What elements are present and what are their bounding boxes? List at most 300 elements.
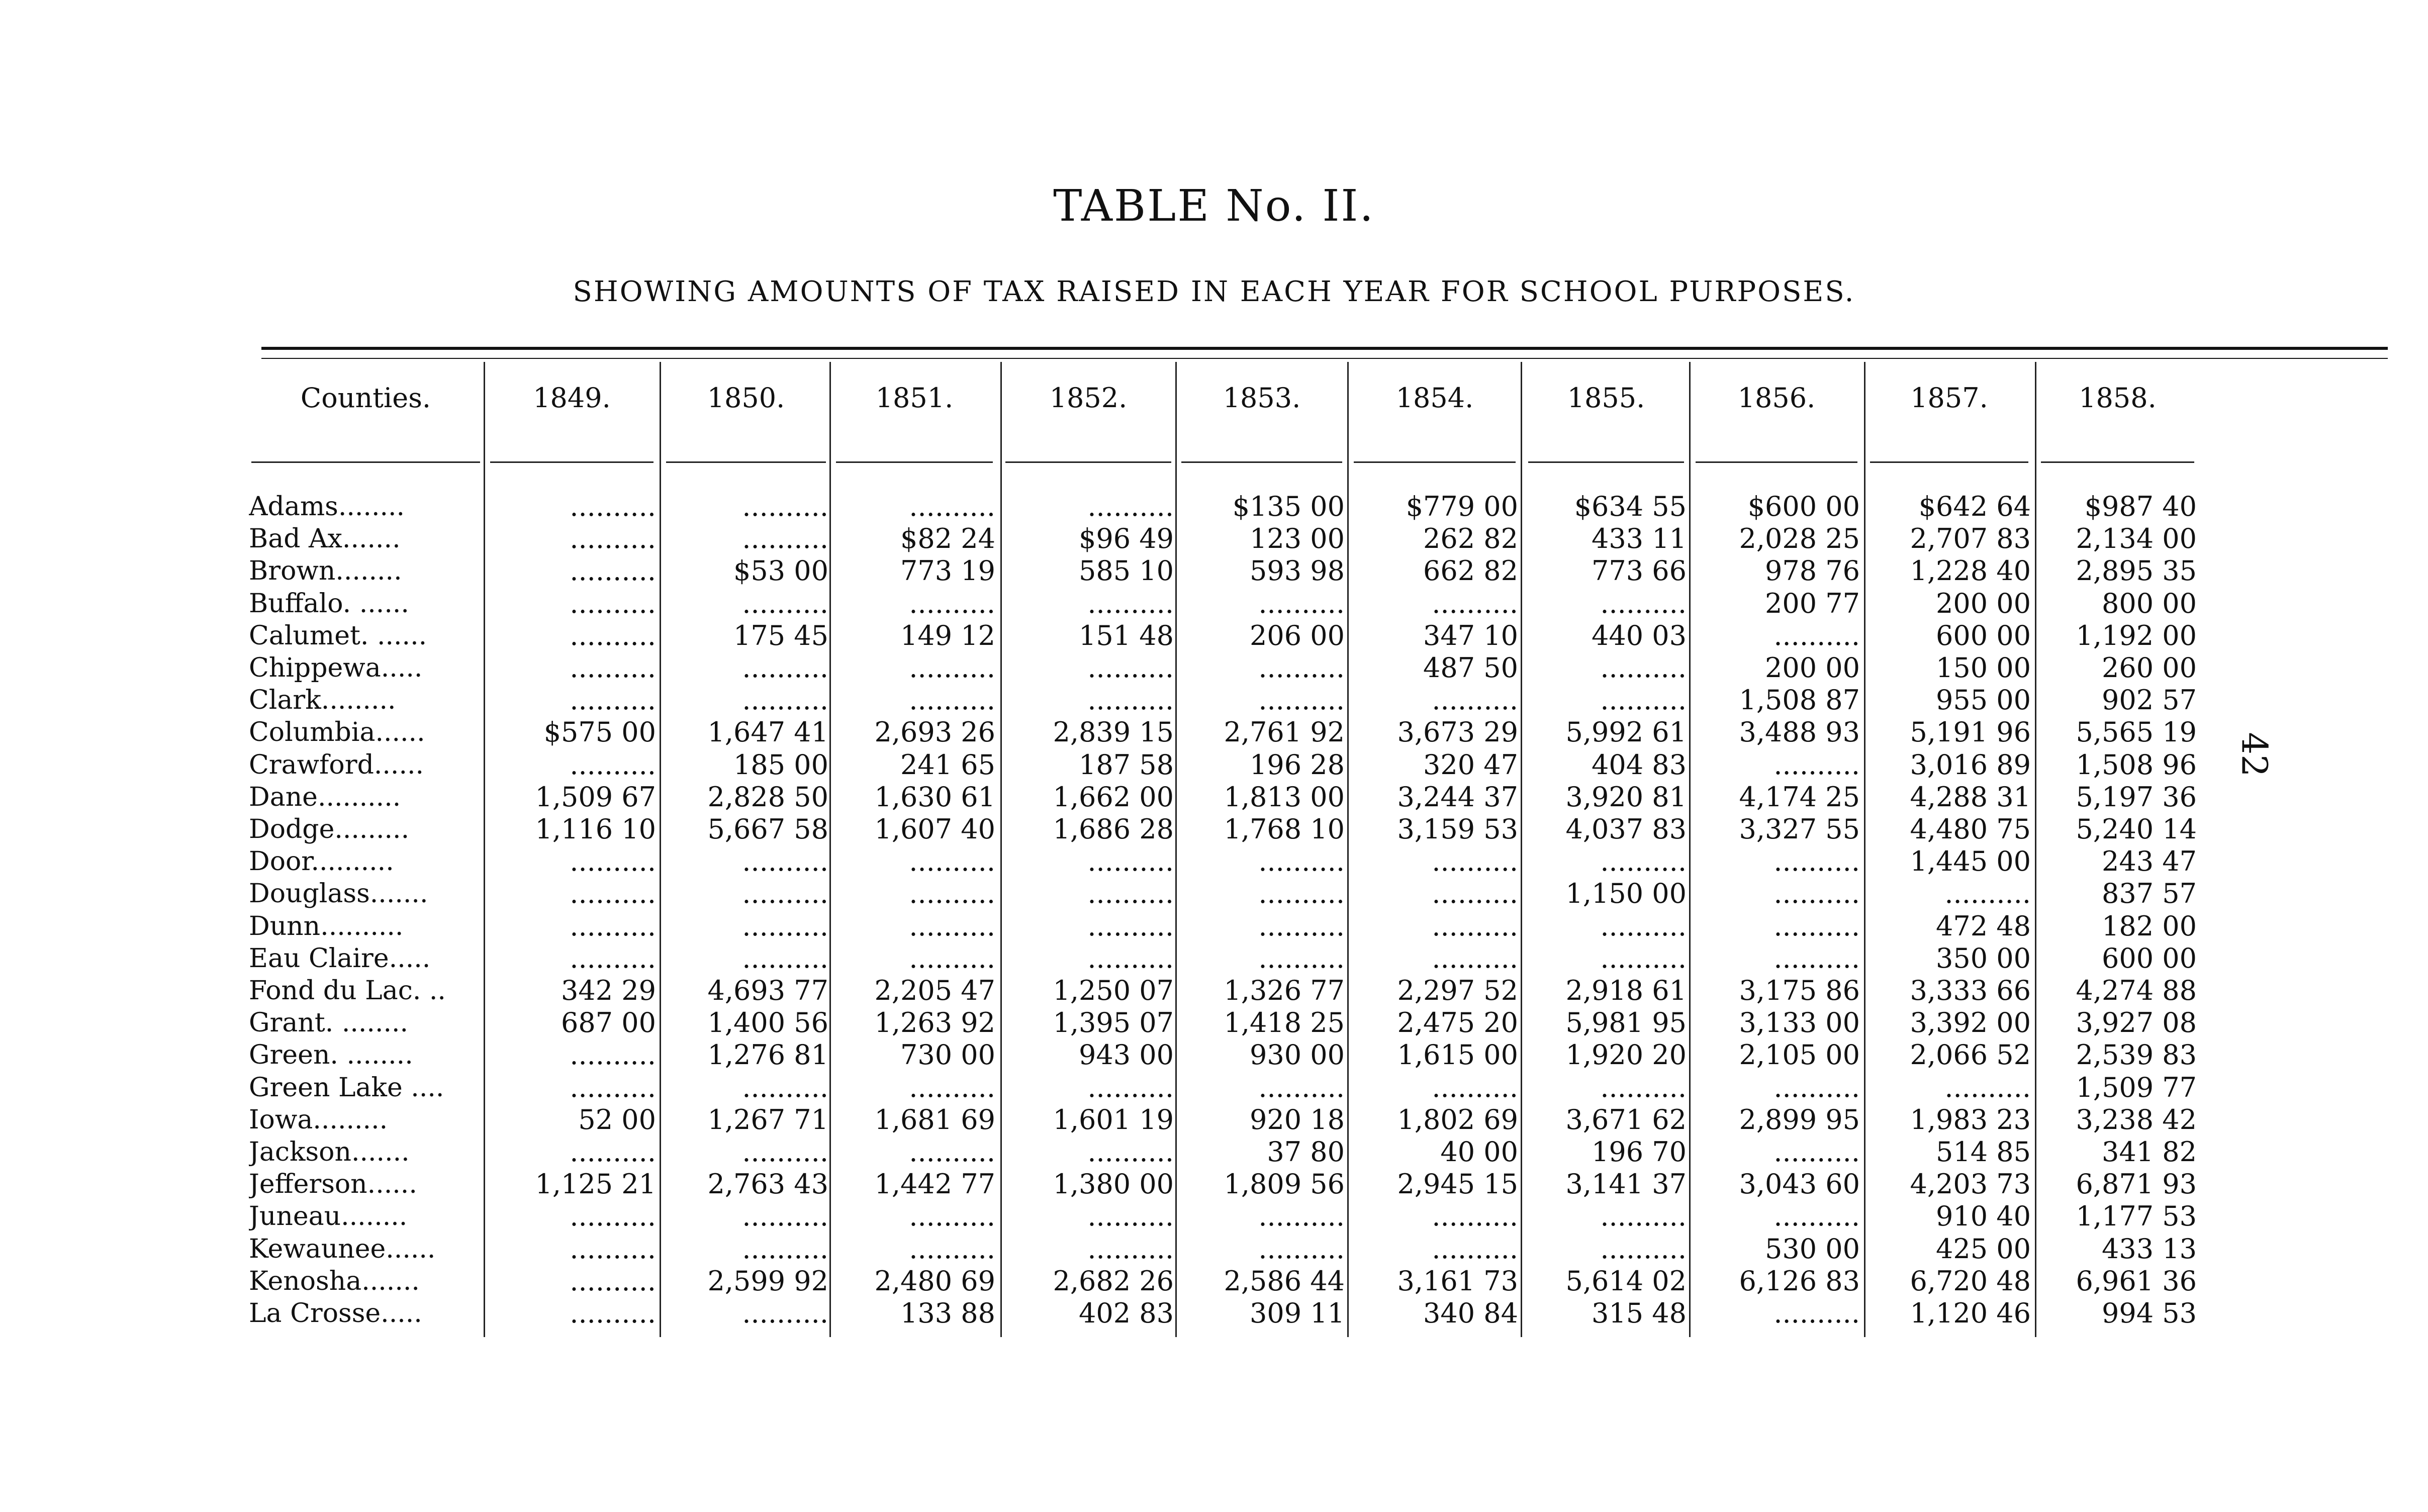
table-cell: 662 82: [1423, 555, 1518, 587]
county-name: Door..........: [249, 846, 394, 877]
table-cell: 1,400 56: [707, 1007, 828, 1039]
table-cell: 3,488 93: [1739, 716, 1860, 748]
table-cell: 1,150 00: [1565, 878, 1687, 910]
table-cell: ..........: [1087, 652, 1174, 684]
table-cell: 133 88: [900, 1297, 995, 1329]
county-name: Adams........: [249, 492, 405, 522]
table-cell: 2,682 26: [1053, 1265, 1174, 1297]
table-cell: 1,263 92: [874, 1007, 995, 1039]
table-cell: ..........: [742, 845, 828, 878]
county-name: Dunn..........: [249, 911, 404, 941]
table-cell: 6,720 48: [1910, 1265, 2031, 1297]
table-cell: $82 24: [900, 523, 995, 555]
county-name: Calumet. ......: [249, 620, 427, 651]
table-cell: 1,442 77: [874, 1168, 995, 1200]
table-cell: 837 57: [2102, 878, 2197, 910]
table-cell: 1,116 10: [535, 813, 656, 845]
table-cell: ..........: [570, 878, 656, 910]
table-top-rule: [261, 347, 2388, 350]
table-cell: ..........: [570, 523, 656, 555]
table-cell: ..........: [570, 1136, 656, 1168]
header-underline: [251, 461, 480, 463]
table-cell: 1,509 67: [535, 781, 656, 813]
table-cell: 2,599 92: [707, 1265, 828, 1297]
table-cell: 404 83: [1592, 748, 1687, 781]
table-cell: 37 80: [1267, 1136, 1345, 1168]
table-cell: 530 00: [1765, 1233, 1860, 1265]
table-row: [0, 588, 2428, 620]
table-cell: 260 00: [2102, 652, 2197, 684]
table-cell: 1,607 40: [874, 813, 995, 845]
table-row: [0, 1265, 2428, 1297]
table-cell: 1,813 00: [1224, 781, 1345, 813]
header-year: 1853.: [1223, 382, 1301, 414]
table-cell: ..........: [742, 910, 828, 942]
table-cell: 6,871 93: [2076, 1168, 2197, 1200]
table-cell: 730 00: [900, 1039, 995, 1071]
table-cell: $575 00: [543, 716, 656, 748]
table-cell: 1,768 10: [1224, 813, 1345, 845]
table-cell: ..........: [742, 491, 828, 522]
county-name: Jackson.......: [249, 1137, 410, 1167]
table-cell: 151 48: [1079, 619, 1174, 651]
table-cell: ..........: [1773, 845, 1860, 878]
table-row: [0, 910, 2428, 942]
table-cell: ..........: [1432, 845, 1518, 878]
county-name: Columbia......: [249, 717, 425, 748]
county-name: Iowa.........: [249, 1104, 388, 1135]
table-cell: 309 11: [1250, 1297, 1345, 1329]
table-cell: 1,418 25: [1224, 1007, 1345, 1039]
table-cell: $135 00: [1232, 491, 1345, 522]
table-cell: 2,707 83: [1910, 523, 2031, 555]
table-cell: ..........: [1600, 1233, 1687, 1265]
page-number: 42: [2233, 732, 2275, 777]
county-name: Kewaunee......: [249, 1234, 436, 1264]
table-cell: ..........: [909, 1136, 995, 1168]
table-cell: 773 19: [900, 555, 995, 587]
table-cell: 3,159 53: [1397, 813, 1518, 845]
table-cell: ..........: [1600, 684, 1687, 716]
table-cell: 342 29: [561, 975, 656, 1006]
table-cell: ..........: [1258, 878, 1345, 910]
county-name: Dodge.........: [249, 814, 410, 844]
table-cell: 1,681 69: [874, 1103, 995, 1136]
county-name: Fond du Lac. ..: [249, 976, 446, 1006]
table-cell: 1,686 28: [1053, 813, 1174, 845]
table-cell: 1,192 00: [2076, 619, 2197, 651]
header-underline: [490, 461, 653, 463]
table-cell: 3,043 60: [1739, 1168, 1860, 1200]
table-cell: 175 45: [733, 619, 828, 651]
table-cell: ..........: [909, 878, 995, 910]
table-cell: 440 03: [1592, 619, 1687, 651]
county-name: Grant. ........: [249, 1008, 409, 1038]
header-year: 1850.: [707, 382, 785, 414]
header-year: 1857.: [1910, 382, 1988, 414]
table-cell: 1,508 96: [2076, 748, 2197, 781]
table-cell: ..........: [742, 1233, 828, 1265]
table-cell: 3,920 81: [1565, 781, 1687, 813]
table-cell: 150 00: [1936, 652, 2031, 684]
table-cell: ..........: [1087, 910, 1174, 942]
table-row: [0, 555, 2428, 587]
header-year: 1858.: [2079, 382, 2157, 414]
table-cell: 5,614 02: [1565, 1265, 1687, 1297]
table-cell: 1,509 77: [2076, 1071, 2197, 1103]
table-cell: ..........: [742, 1071, 828, 1103]
table-cell: ..........: [1773, 910, 1860, 942]
table-cell: 1,508 87: [1739, 684, 1860, 716]
table-cell: $987 40: [2084, 491, 2197, 522]
table-cell: $779 00: [1406, 491, 1518, 522]
table-cell: 3,327 55: [1739, 813, 1860, 845]
table-cell: 2,066 52: [1910, 1039, 2031, 1071]
table-cell: ..........: [1432, 1200, 1518, 1233]
table-cell: 2,297 52: [1397, 975, 1518, 1006]
table-row: [0, 1039, 2428, 1071]
table-row: [0, 491, 2428, 523]
header-underline: [1181, 461, 1342, 463]
page-title: TABLE No. II.: [1053, 181, 1375, 231]
table-row: [0, 1297, 2428, 1330]
county-name: Bad Ax.......: [249, 524, 401, 554]
table-cell: ..........: [1087, 942, 1174, 974]
table-cell: 1,395 07: [1053, 1007, 1174, 1039]
table-cell: ..........: [570, 555, 656, 587]
table-cell: 200 77: [1765, 587, 1860, 619]
county-name: Brown........: [249, 556, 402, 587]
table-cell: 4,480 75: [1910, 813, 2031, 845]
table-cell: 994 53: [2102, 1297, 2197, 1329]
table-cell: 182 00: [2102, 910, 2197, 942]
header-underline: [1870, 461, 2028, 463]
table-cell: ..........: [1600, 942, 1687, 974]
table-cell: ..........: [1087, 878, 1174, 910]
table-cell: ..........: [1432, 878, 1518, 910]
table-cell: 920 18: [1250, 1103, 1345, 1136]
table-cell: 978 76: [1765, 555, 1860, 587]
table-cell: 1,120 46: [1910, 1297, 2031, 1329]
table-cell: 2,028 25: [1739, 523, 1860, 555]
table-cell: 4,174 25: [1739, 781, 1860, 813]
header-year: 1849.: [533, 382, 611, 414]
table-cell: 2,539 83: [2076, 1039, 2197, 1071]
table-cell: 4,693 77: [707, 975, 828, 1006]
table-cell: 487 50: [1423, 652, 1518, 684]
county-name: Dane..........: [249, 782, 401, 812]
table-cell: 1,228 40: [1910, 555, 2031, 587]
header-year: 1854.: [1395, 382, 1474, 414]
table-cell: ..........: [742, 523, 828, 555]
table-row: [0, 1136, 2428, 1168]
table-cell: ..........: [570, 1265, 656, 1297]
table-row: [0, 781, 2428, 813]
county-name: Douglass.......: [249, 879, 428, 909]
table-cell: ..........: [742, 587, 828, 619]
table-cell: ..........: [1773, 1200, 1860, 1233]
table-cell: 1,601 19: [1053, 1103, 1174, 1136]
table-cell: ..........: [570, 845, 656, 878]
table-cell: 5,197 36: [2076, 781, 2197, 813]
table-cell: ..........: [570, 491, 656, 522]
table-cell: 149 12: [900, 619, 995, 651]
county-name: Clark.........: [249, 685, 396, 716]
table-cell: 1,802 69: [1397, 1103, 1518, 1136]
table-row: [0, 716, 2428, 748]
table-cell: 2,761 92: [1224, 716, 1345, 748]
table-cell: ..........: [1432, 942, 1518, 974]
table-cell: $96 49: [1079, 523, 1174, 555]
table-row: [0, 523, 2428, 555]
county-name: Eau Claire.....: [249, 943, 431, 974]
table-cell: ..........: [1600, 652, 1687, 684]
table-cell: 3,244 37: [1397, 781, 1518, 813]
table-top-rule-thin: [261, 358, 2388, 359]
table-cell: 5,565 19: [2076, 716, 2197, 748]
table-cell: 1,662 00: [1053, 781, 1174, 813]
table-cell: ..........: [570, 1039, 656, 1071]
header-year: 1856.: [1737, 382, 1816, 414]
table-cell: ..........: [909, 1200, 995, 1233]
table-cell: 425 00: [1936, 1233, 2031, 1265]
table-cell: 773 66: [1592, 555, 1687, 587]
table-cell: ..........: [1087, 587, 1174, 619]
table-cell: 1,125 21: [535, 1168, 656, 1200]
header-underline: [2041, 461, 2194, 463]
table-cell: ..........: [742, 1200, 828, 1233]
table-cell: $600 00: [1747, 491, 1860, 522]
table-cell: 1,267 71: [707, 1103, 828, 1136]
table-cell: 3,133 00: [1739, 1007, 1860, 1039]
table-cell: ..........: [570, 1200, 656, 1233]
county-name: Kenosha.......: [249, 1266, 420, 1296]
table-cell: ..........: [1087, 1233, 1174, 1265]
table-cell: 6,126 83: [1739, 1265, 1860, 1297]
table-cell: 5,191 96: [1910, 716, 2031, 748]
header-year: 1855.: [1567, 382, 1645, 414]
table-cell: ..........: [909, 1233, 995, 1265]
table-cell: 3,238 42: [2076, 1103, 2197, 1136]
table-cell: 4,037 83: [1565, 813, 1687, 845]
table-cell: 196 28: [1250, 748, 1345, 781]
table-cell: ..........: [1773, 1136, 1860, 1168]
table-cell: 1,380 00: [1053, 1168, 1174, 1200]
table-cell: 1,615 00: [1397, 1039, 1518, 1071]
table-cell: ..........: [742, 684, 828, 716]
table-cell: ..........: [1600, 587, 1687, 619]
table-row: [0, 1072, 2428, 1104]
table-cell: ..........: [909, 942, 995, 974]
header-underline: [666, 461, 826, 463]
table-cell: 1,276 81: [707, 1039, 828, 1071]
table-cell: ..........: [570, 684, 656, 716]
table-cell: 6,961 36: [2076, 1265, 2197, 1297]
county-name: Green. ........: [249, 1040, 413, 1071]
table-cell: ..........: [1600, 1071, 1687, 1103]
table-cell: ..........: [909, 1071, 995, 1103]
table-cell: 955 00: [1936, 684, 2031, 716]
table-cell: ..........: [742, 652, 828, 684]
table-cell: ..........: [1432, 587, 1518, 619]
table-cell: 187 58: [1079, 748, 1174, 781]
table-cell: 123 00: [1250, 523, 1345, 555]
table-cell: 800 00: [2102, 587, 2197, 619]
table-cell: 2,693 26: [874, 716, 995, 748]
table-cell: 3,141 37: [1565, 1168, 1687, 1200]
table-cell: ..........: [1258, 652, 1345, 684]
table-cell: 185 00: [733, 748, 828, 781]
table-cell: 1,445 00: [1910, 845, 2031, 878]
table-cell: ..........: [742, 1297, 828, 1329]
header-underline: [1005, 461, 1171, 463]
table-cell: 600 00: [1936, 619, 2031, 651]
table-row: [0, 878, 2428, 910]
table-cell: ..........: [909, 910, 995, 942]
table-row: [0, 620, 2428, 652]
table-cell: ..........: [1258, 1071, 1345, 1103]
table-cell: 196 70: [1592, 1136, 1687, 1168]
table-cell: 4,288 31: [1910, 781, 2031, 813]
header-underline: [836, 461, 993, 463]
table-cell: ..........: [1944, 878, 2031, 910]
table-cell: ..........: [1258, 910, 1345, 942]
table-cell: ..........: [570, 1297, 656, 1329]
table-cell: 2,839 15: [1053, 716, 1174, 748]
table-cell: 1,809 56: [1224, 1168, 1345, 1200]
table-cell: ..........: [1773, 942, 1860, 974]
header-underline: [1528, 461, 1684, 463]
table-row: [0, 1104, 2428, 1136]
table-cell: ..........: [742, 1136, 828, 1168]
table-cell: 585 10: [1079, 555, 1174, 587]
table-cell: 206 00: [1250, 619, 1345, 651]
table-cell: ..........: [1600, 845, 1687, 878]
table-cell: 902 57: [2102, 684, 2197, 716]
county-name: Chippewa.....: [249, 653, 423, 683]
table-cell: 200 00: [1765, 652, 1860, 684]
table-cell: ..........: [1258, 1200, 1345, 1233]
table-row: [0, 942, 2428, 975]
county-name: Buffalo. ......: [249, 588, 409, 619]
table-cell: ..........: [909, 652, 995, 684]
table-row: [0, 845, 2428, 878]
table-cell: 320 47: [1423, 748, 1518, 781]
table-cell: 2,763 43: [707, 1168, 828, 1200]
table-cell: ..........: [570, 748, 656, 781]
county-name: Jefferson......: [249, 1169, 417, 1200]
table-cell: 2,134 00: [2076, 523, 2197, 555]
table-cell: ..........: [1087, 1071, 1174, 1103]
table-cell: 3,927 08: [2076, 1007, 2197, 1039]
table-cell: 5,992 61: [1565, 716, 1687, 748]
table-cell: 350 00: [1936, 942, 2031, 974]
table-cell: 2,480 69: [874, 1265, 995, 1297]
table-cell: 5,981 95: [1565, 1007, 1687, 1039]
table-cell: $642 64: [1918, 491, 2031, 522]
header-underline: [1696, 461, 1857, 463]
table-cell: 3,333 66: [1910, 975, 2031, 1006]
table-cell: 3,175 86: [1739, 975, 1860, 1006]
header-counties: Counties.: [300, 382, 431, 414]
table-row: [0, 749, 2428, 781]
table-cell: $634 55: [1574, 491, 1687, 522]
table-row: [0, 1168, 2428, 1200]
table-cell: ..........: [909, 587, 995, 619]
table-cell: ..........: [570, 1071, 656, 1103]
table-cell: 241 65: [900, 748, 995, 781]
table-cell: 40 00: [1440, 1136, 1518, 1168]
table-cell: ..........: [570, 942, 656, 974]
county-name: Crawford......: [249, 749, 424, 780]
table-cell: ..........: [909, 845, 995, 878]
table-cell: 341 82: [2102, 1136, 2197, 1168]
table-cell: ..........: [1087, 491, 1174, 522]
table-cell: 52 00: [578, 1103, 656, 1136]
table-cell: ..........: [742, 878, 828, 910]
table-cell: ..........: [1258, 684, 1345, 716]
table-cell: 514 85: [1936, 1136, 2031, 1168]
table-cell: 1,177 53: [2076, 1200, 2197, 1233]
table-cell: 243 47: [2102, 845, 2197, 878]
table-cell: 2,945 15: [1397, 1168, 1518, 1200]
table-cell: 2,895 35: [2076, 555, 2197, 587]
table-cell: ..........: [742, 942, 828, 974]
table-cell: ..........: [909, 491, 995, 522]
table-cell: 1,326 77: [1224, 975, 1345, 1006]
table-row: [0, 1200, 2428, 1233]
table-cell: 600 00: [2102, 942, 2197, 974]
table-cell: ..........: [1087, 845, 1174, 878]
page-subtitle: SHOWING AMOUNTS OF TAX RAISED IN EACH YEAR FOR SCHOOL PURPOSES.: [573, 275, 1855, 308]
table-row: [0, 975, 2428, 1007]
table-cell: 2,918 61: [1565, 975, 1687, 1006]
table-cell: ..........: [1087, 1200, 1174, 1233]
table-cell: 2,205 47: [874, 975, 995, 1006]
table-cell: 2,105 00: [1739, 1039, 1860, 1071]
table-cell: 910 40: [1936, 1200, 2031, 1233]
table-cell: ..........: [1944, 1071, 2031, 1103]
table-cell: ..........: [1773, 878, 1860, 910]
table-cell: 5,667 58: [707, 813, 828, 845]
table-cell: $53 00: [733, 555, 828, 587]
table-cell: 1,920 20: [1565, 1039, 1687, 1071]
table-cell: 4,274 88: [2076, 975, 2197, 1006]
county-name: La Crosse.....: [249, 1298, 422, 1329]
county-name: Juneau........: [249, 1201, 408, 1232]
table-cell: ..........: [1600, 910, 1687, 942]
table-row: [0, 813, 2428, 845]
table-cell: 687 00: [561, 1007, 656, 1039]
header-underline: [1354, 461, 1516, 463]
table-cell: 3,671 62: [1565, 1103, 1687, 1136]
table-cell: ..........: [1773, 1297, 1860, 1329]
table-cell: 472 48: [1936, 910, 2031, 942]
table-cell: 315 48: [1592, 1297, 1687, 1329]
table-cell: 4,203 73: [1910, 1168, 2031, 1200]
table-cell: 2,586 44: [1224, 1265, 1345, 1297]
table-cell: ..........: [909, 684, 995, 716]
table-cell: 3,392 00: [1910, 1007, 2031, 1039]
county-name: Green Lake ....: [249, 1072, 444, 1103]
table-cell: ..........: [570, 1233, 656, 1265]
table-cell: 402 83: [1079, 1297, 1174, 1329]
table-cell: ..........: [1432, 1071, 1518, 1103]
table-cell: ..........: [570, 587, 656, 619]
table-cell: 200 00: [1936, 587, 2031, 619]
table-cell: ..........: [1600, 1200, 1687, 1233]
table-cell: ..........: [1258, 587, 1345, 619]
